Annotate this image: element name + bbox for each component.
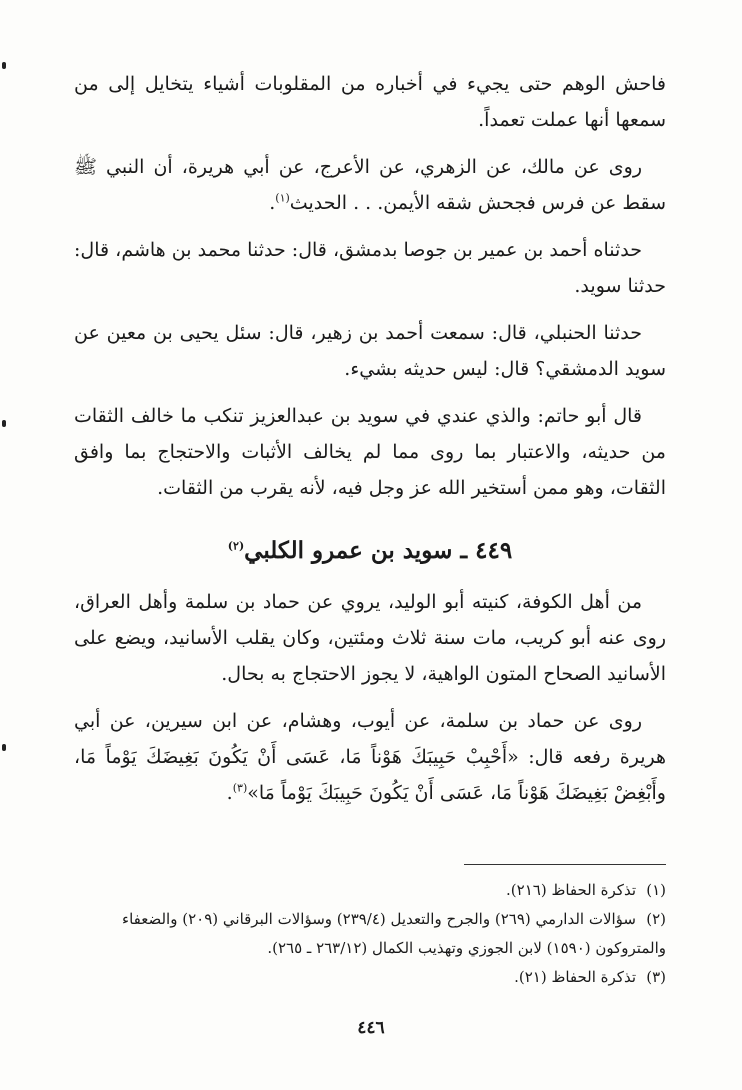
footnote-text: تذكرة الحفاظ (٢١٦). xyxy=(506,881,636,899)
paragraph-3 xyxy=(74,232,666,304)
footnote-number: (١) xyxy=(646,881,666,899)
paragraph-1 xyxy=(74,66,666,138)
paragraph-7 xyxy=(74,703,666,811)
footnote-ref-3[interactable]: (٣) xyxy=(232,781,248,795)
footnote-3 xyxy=(74,963,666,992)
paragraph-7-tail: . xyxy=(226,782,233,804)
paragraph-2-text: روى عن مالك، عن الزهري، عن الأعرج، عن أبي هريرة، أن النبي ﷺ سقط عن فرس فجحش شقه الأيمن. . . الحديث xyxy=(74,156,666,214)
paragraph-2 xyxy=(74,149,666,221)
footnote-text: سؤالات الدارمي (٢٦٩) والجرح والتعديل (٢٣٩/٤) وسؤالات البرقاني (٢٠٩) والضعفاء والمتروكون (١٥٩٠) لابن الجوزي وتهذيب الكمال (٢٦٣/١٢ ـ ٢٦٥). xyxy=(122,910,666,957)
paragraph-5 xyxy=(74,398,666,506)
paragraph-3-text: حدثناه أحمد بن عمير بن جوصا بدمشق، قال: حدثنا محمد بن هاشم، قال: حدثنا سويد. xyxy=(74,239,666,297)
footnote-number: (٣) xyxy=(646,968,666,986)
footnote-2 xyxy=(74,905,666,963)
entry-heading-text: ٤٤٩ ـ سويد بن عمرو الكلبي xyxy=(244,537,513,564)
paragraph-1-text: فاحش الوهم حتى يجيء في أخباره من المقلوبات أشياء يتخايل إلى من سمعها أنها عملت تعمداً. xyxy=(74,73,666,131)
paragraph-7-text: روى عن حماد بن سلمة، عن أيوب، وهشام، عن ابن سيرين، عن أبي هريرة رفعه قال: «أَحْبِبْ حَبِيبَكَ هَوْناً مَا، عَسَى أَنْ يَكُونَ بَغِيضَكَ يَوْماً مَا، وأَبْغِضْ بَغِيضَكَ هَوْناً مَا، عَسَى أَنْ يَكُونَ حَبِيبَكَ يَوْماً مَا» xyxy=(74,710,666,804)
paragraph-5-text: قال أبو حاتم: والذي عندي في سويد بن عبدالعزيز تنكب ما خالف الثقات من حديثه، والاعتبار بما روى مما لم يخالف الأثبات والاحتجاج بما وافق الثقات، وهو ممن أستخير الله عز وجل فيه، لأنه يقرب من الثقات. xyxy=(74,405,666,499)
footnote-ref-2[interactable]: (٢) xyxy=(227,539,245,553)
scan-mark xyxy=(2,744,6,751)
entry-heading xyxy=(74,534,666,568)
scan-mark xyxy=(2,62,6,69)
paragraph-2-tail: . xyxy=(269,192,276,214)
footnote-1 xyxy=(74,876,666,905)
scan-mark xyxy=(2,420,6,427)
footnote-divider xyxy=(464,864,666,865)
footnote-text: تذكرة الحفاظ (٢١). xyxy=(514,968,636,986)
paragraph-6 xyxy=(74,584,666,692)
footnote-number: (٢) xyxy=(646,910,666,928)
page-number: ٤٤٦ xyxy=(357,1018,385,1038)
paragraph-4 xyxy=(74,315,666,387)
main-text xyxy=(74,66,666,822)
paragraph-4-text: حدثنا الحنبلي، قال: سمعت أحمد بن زهير، قال: سئل يحيى بن معين عن سويد الدمشقي؟ قال: ليس حديثه بشيء. xyxy=(74,322,666,380)
footnote-ref-1[interactable]: (١) xyxy=(275,191,290,205)
footnotes xyxy=(74,876,666,992)
paragraph-6-text: من أهل الكوفة، كنيته أبو الوليد، يروي عن حماد بن سلمة وأهل العراق، روى عنه أبو كريب، مات سنة ثلاث ومئتين، وكان يقلب الأسانيد، ويضع على الأسانيد الصحاح المتون الواهية، لا يجوز الاحتجاج به بحال. xyxy=(74,591,666,685)
